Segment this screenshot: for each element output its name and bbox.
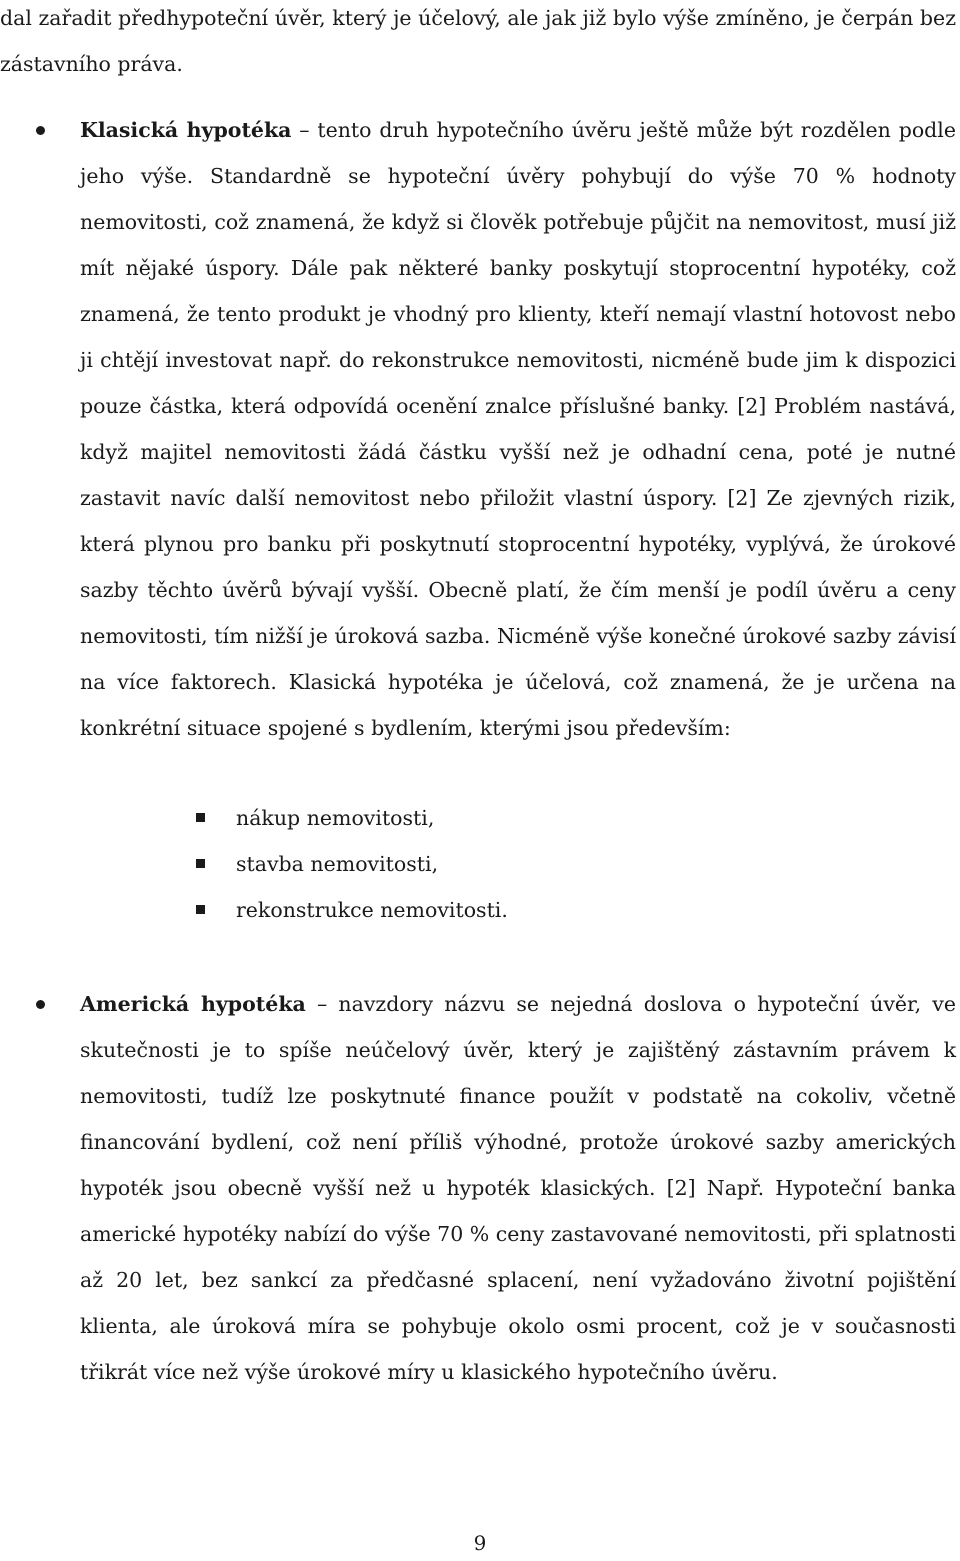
intro-paragraph: dal zařadit předhypoteční úvěr, který je účelový, ale jak již bylo výše zmíněno, je čerpán bez zástavního práva. xyxy=(0,6,956,76)
list-item xyxy=(236,887,508,933)
square-bullet-icon xyxy=(196,905,205,914)
list-item xyxy=(236,841,438,887)
list-item-label: nákup nemovitosti, xyxy=(236,806,435,830)
klasicka-hypoteka-text: – tento druh hypotečního úvěru ještě může být rozdělen podle jeho výše. Standardně se hypoteční úvěry pohybují do výše 70 % hodnoty nemovitosti, což znamená, že když si člověk potřebuje půjčit na nemovitost, musí již mít nějaké úspory. Dále pak některé banky poskytují stoprocentní hypotéky, což znamená, že tento produkt je vhodný pro klienty, kteří nemají vlastní hotovost nebo ji chtějí investovat např. do rekonstrukce nemovitosti, nicméně bude jim k dispozici pouze částka, která odpovídá ocenění znalce příslušné banky. [2] Problém nastává, když majitel nemovitosti žádá částku vyšší než je odhadní cena, poté je nutné zastavit navíc další nemovitost nebo přiložit vlastní úspory. [2] Ze zjevných rizik, která plynou pro banku při poskytnutí stoprocentní hypotéky, vyplývá, že úrokové sazby těchto úvěrů bývají vyšší. Obecně platí, že čím menší je podíl úvěru a ceny nemovitosti, tím nižší je úroková sazba. Nicméně výše konečné úrokové sazby závisí na více faktorech. Klasická hypotéka je účelová, což znamená, že je určena na konkrétní situace spojené s bydlením, kterými jsou především: xyxy=(80,118,956,740)
square-bullet-icon xyxy=(196,813,205,822)
page-number: 9 xyxy=(473,1531,487,1555)
americka-hypoteka-paragraph xyxy=(80,981,956,1395)
americka-hypoteka-text: – navzdory názvu se nejedná doslova o hypoteční úvěr, ve skutečnosti je to spíše neúčelový úvěr, který je zajištěný zástavním právem k nemovitosti, tudíž lze poskytnuté finance použít v podstatě na cokoliv, včetně financování bydlení, což není příliš výhodné, protože úrokové sazby amerických hypoték jsou obecně vyšší než u hypoték klasických. [2] Např. Hypoteční banka americké hypotéky nabízí do výše 70 % ceny zastavované nemovitosti, při splatnosti až 20 let, bez sankcí za předčasné splacení, není vyžadováno životní pojištění klienta, ale úroková míra se pohybuje okolo osmi procent, což je v současnosti třikrát více než výše úrokové míry u klasického hypotečního úvěru. xyxy=(80,992,956,1384)
list-item xyxy=(236,795,434,841)
klasicka-hypoteka-term: Klasická hypotéka xyxy=(80,118,292,142)
klasicka-hypoteka-paragraph xyxy=(80,107,956,751)
list-item-label: rekonstrukce nemovitosti. xyxy=(236,898,508,922)
bullet-icon xyxy=(36,126,45,135)
bullet-icon xyxy=(36,1000,45,1009)
americka-hypoteka-term: Americká hypotéka xyxy=(80,992,306,1016)
list-item-label: stavba nemovitosti, xyxy=(236,852,439,876)
square-bullet-icon xyxy=(196,859,205,868)
